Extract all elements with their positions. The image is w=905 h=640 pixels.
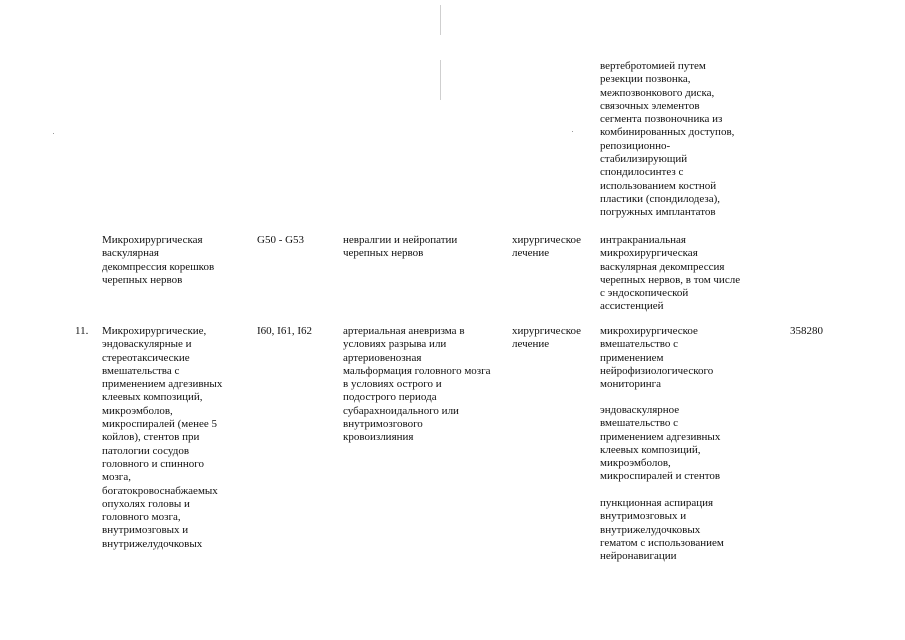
row-treatment: хирургическое лечение	[512, 234, 582, 260]
row-diagnosis: невралгии и нейропатии черепных нервов	[343, 234, 458, 260]
row-norm-value: 358280	[790, 325, 823, 337]
scan-artifact	[572, 131, 573, 132]
scan-artifact	[440, 60, 441, 100]
row-treatment: хирургическое лечение	[512, 325, 582, 351]
row-code: G50 - G53	[257, 234, 305, 246]
row-method-2: эндоваскулярное вмешательство с применением адгезивных клеевых композиций, микроэмболов, микроспиралей и стентов	[600, 404, 721, 483]
continued-method-text: вертебротомией путем резекции позвонка, межпозвонкового диска, связочных элементов сегмента позвоночника из комбинированных доступов, репозиционно- стабилизирующий спондилосинтез с использованием костной пластики (спондилодеза), погружных имплантатов	[600, 60, 735, 219]
row-diagnosis: артериальная аневризма в условиях разрыва или артериовенозная мальформация головного мозга в условиях острого и подострого периода субарахноидального или внутримозгового кровоизлияния	[343, 325, 491, 444]
row-number: 11.	[75, 325, 89, 337]
row-code: I60, I61, I62	[257, 325, 312, 337]
row-name: Микрохирургическая васкулярная декомпрессия корешков черепных нервов	[102, 234, 215, 286]
row-method-3: пункционная аспирация внутримозговых и внутрижелудочковых гематом с использованием нейронавигации	[600, 497, 724, 563]
row-name: Микрохирургические, эндоваскулярные и стереотаксические вмешательства с применением адгезивных клеевых композиций, микроэмболов, микроспиралей (менее 5 койлов), стентов при патологии сосудов головного и спинного мозга, богатокровоснабжаемых опухолях головы и головного мозга, внутримозговых и внутрижелудочковых	[102, 325, 223, 550]
scan-artifact	[53, 133, 54, 134]
row-method-1: микрохирургическое вмешательство с применением нейрофизиологического мониторинга	[600, 325, 714, 391]
row-method: интракраниальная микрохирургическая васкулярная декомпрессия черепных нервов, в том числе с эндоскопической ассистенцией	[600, 234, 741, 313]
scan-artifact	[440, 5, 441, 35]
